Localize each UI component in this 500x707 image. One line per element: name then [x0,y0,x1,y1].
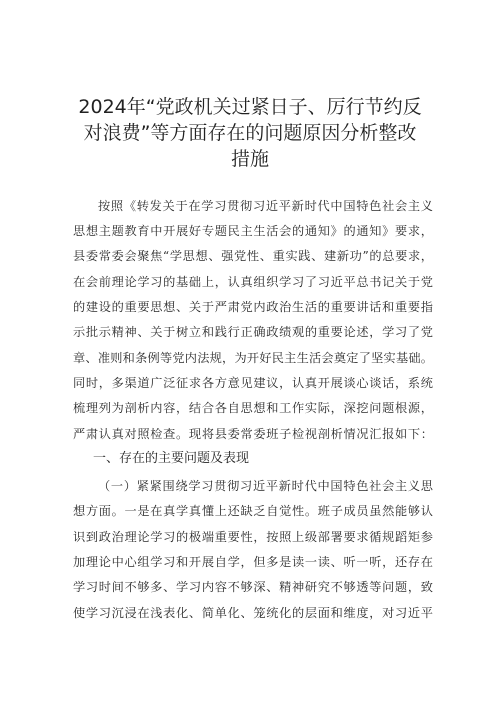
intro-paragraph-line: 严肃认真对照检查。现将县委常委班子检视剖析情况汇报如下： [73,427,433,441]
section-paragraph-line: （一）紧紧围绕学习贯彻习近平新时代中国特色社会主义思 [98,479,433,493]
intro-paragraph-line: 思想主题教育中开展好专题民主生活会的通知》的通知》要求， [73,224,433,238]
document-title-line-2: 对浪费”等方面存在的问题原因分析整改 [83,122,417,144]
intro-paragraph-line: 县委常委会聚焦“学思想、强党性、重实践、建新功”的总要求， [73,249,433,263]
section-paragraph-line: 加理论中心组学习和开展自学，但多是读一读、听一听，还存在 [73,555,433,569]
section-paragraph-line: 想方面。一是在真学真懂上还缺乏自觉性。班子成员虽然能够认 [73,504,433,518]
intro-paragraph-line: 章、准则和条例等党内法规，为开好民主生活会奠定了坚实基础。 [73,351,433,365]
section-heading: 一、存在的主要问题及表现 [93,451,250,466]
intro-paragraph-line: 梳理列为剖析内容，结合各自思想和工作实际，深挖问题根源， [73,401,433,415]
intro-paragraph-line: 按照《转发关于在学习贯彻习近平新时代中国特色社会主义 [98,199,433,213]
intro-paragraph-line: 同时，多渠道广泛征求各方意见建议，认真开展谈心谈话，系统 [73,376,433,390]
document-title-line-3: 措施 [230,148,269,170]
section-paragraph-line: 识到政治理论学习的极端重要性，按照上级部署要求循规蹈矩参 [73,530,433,544]
intro-paragraph-line: 示批示精神、关于树立和践行正确政绩观的重要论述，学习了党 [73,325,433,339]
section-paragraph-line: 学习时间不够多、学习内容不够深、精神研究不够透等问题，致 [73,580,433,594]
intro-paragraph-line: 在会前理论学习的基础上，认真组织学习了习近平总书记关于党 [73,275,433,289]
section-paragraph-line: 使学习沉浸在浅表化、简单化、笼统化的层面和维度，对习近平 [73,606,433,620]
document-title-line-1: 2024年“党政机关过紧日子、厉行节约反 [78,96,422,118]
intro-paragraph-line: 的建设的重要思想、关于严肃党内政治生活的重要讲话和重要指 [73,300,433,314]
